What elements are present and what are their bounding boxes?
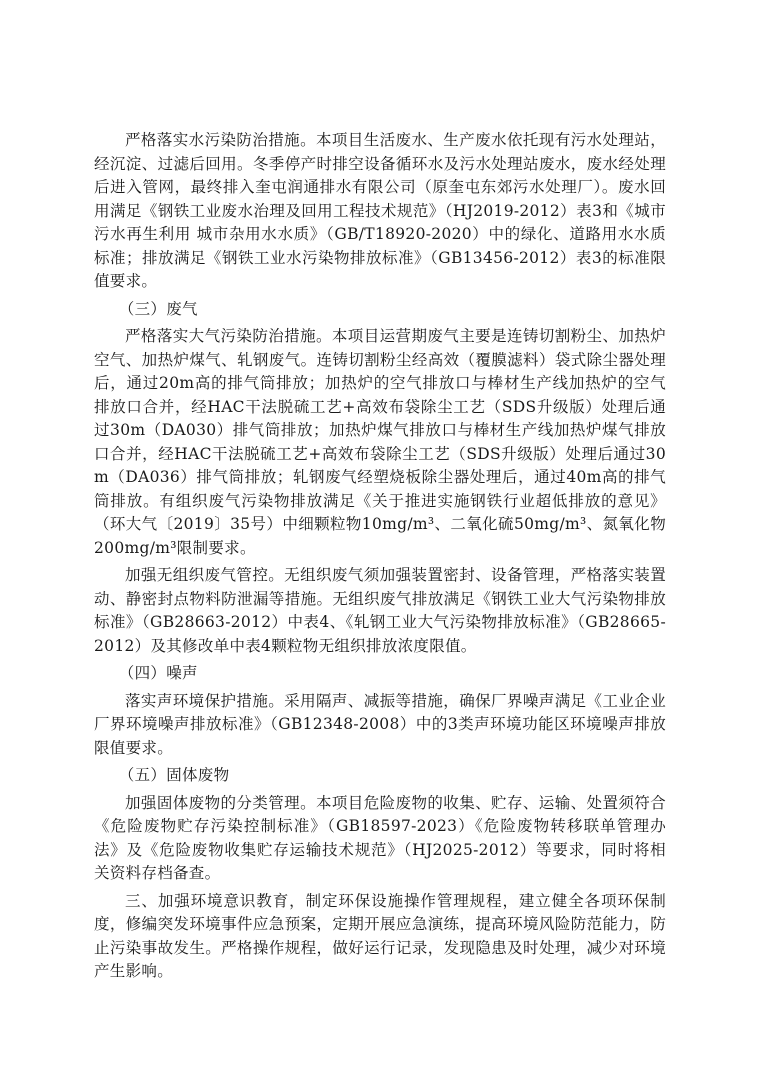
section-heading-solid-waste: （五）固体废物 [118,766,230,784]
section-heading-noise: （四）噪声 [118,664,198,682]
paragraph-environmental-awareness: 三、加强环境意识教育，制定环保设施操作管理规程，建立健全各项环保制度，修编突发环境事件应急预案，定期开展应急演练，提高环境风险防范能力，防止污染事故发生。严格操作规程，做好运行记录，发现隐患及时处理，减少对环境产生影响。 [94,891,666,980]
section-heading-exhaust-gas: （三）废气 [118,299,198,318]
paragraph-fugitive-emissions: 加强无组织废气管控。无组织废气须加强装置密封、设备管理，严格落实装置动、静密封点物料防泄漏等措施。无组织废气排放满足《钢铁工业大气污染物排放标准》（GB28663-2012）中表4、《轧钢工业大气污染物排放标准》（GB28665-2012）及其修改单中表4颗粒物无组织排放浓度限值。 [94,566,666,655]
paragraph-noise-control: 落实声环境保护措施。采用隔声、减振等措施，确保厂界噪声满足《工业企业厂界环境噪声排放标准》（GB12348-2008）中的3类声环境功能区环境噪声排放限值要求。 [94,691,666,757]
paragraph-solid-waste: 加强固体废物的分类管理。本项目危险废物的收集、贮存、运输、处置须符合《危险废物贮存污染控制标准》（GB18597-2023）《危险废物转移联单管理办法》及《危险废物收集贮存运输技术规范》（HJ2025-2012）等要求，同时将相关资料存档备查。 [94,793,666,882]
paragraph-water-pollution: 严格落实水污染防治措施。本项目生活废水、生产废水依托现有污水处理站，经沉淀、过滤后回用。冬季停产时排空设备循环水及污水处理站废水，废水经处理后进入管网，最终排入奎屯润通排水有限公司（原奎屯东郊污水处理厂）。废水回用满足《钢铁工业废水治理及回用工程技术规范》（HJ2019-2012）表3和《城市污水再生利用 城市杂用水水质》（GB/T18920-2020）中的绿化、道路用水水质标准；排放满足《钢铁工业水污染物排放标准》（GB13456-2012）表3的标准限值要求。 [94,131,666,290]
paragraph-air-pollution: 严格落实大气污染防治措施。本项目运营期废气主要是连铸切割粉尘、加热炉空气、加热炉煤气、轧钢废气。连铸切割粉尘经高效（覆膜滤料）袋式除尘器处理后，通过20m高的排气筒排放；加热炉的空气排放口与棒材生产线加热炉的空气排放口合并，经HAC干法脱硫工艺+高效布袋除尘工艺（SDS升级版）处理后通过30m（DA030）排气筒排放；加热炉煤气排放口与棒材生产线加热炉煤气排放口合并，经HAC干法脱硫工艺+高效布袋除尘工艺（SDS升级版）处理后通过30m（DA036）排气筒排放；轧钢废气经塑烧板除尘器处理后，通过40m高的排气筒排放。有组织废气污染物排放满足《关于推进实施钢铁行业超低排放的意见》（环大气〔2019〕35号）中细颗粒物10mg/m³、二氧化硫50mg/m³、氮氧化物200mg/m³限制要求。 [94,327,666,557]
document-body [94,129,666,988]
